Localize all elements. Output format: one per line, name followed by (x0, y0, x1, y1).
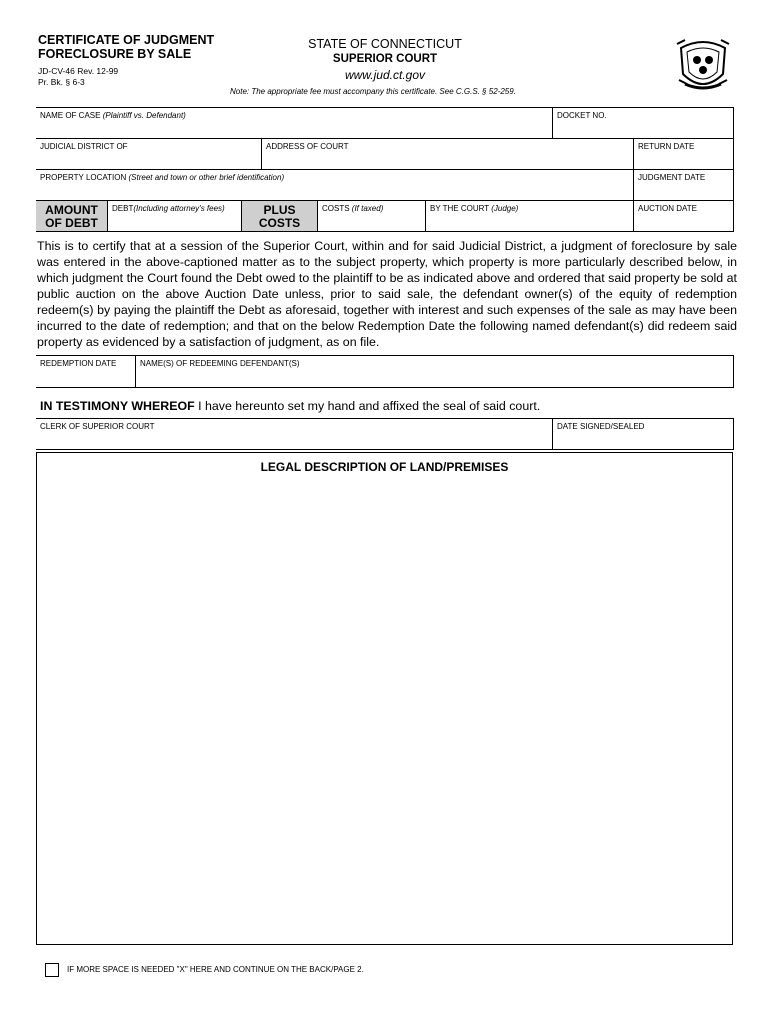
redemption-date-label: REDEMPTION DATE (40, 359, 117, 368)
name-of-case-hint: (Plaintiff vs. Defendant) (102, 111, 186, 120)
state-name: STATE OF CONNECTICUT (308, 37, 462, 51)
judgment-date-field[interactable] (634, 170, 734, 201)
amount-line-1: AMOUNT (45, 203, 98, 217)
clerk-grid (36, 418, 734, 431)
address-of-court-label: ADDRESS OF COURT (266, 142, 349, 151)
state-seal-icon (673, 34, 733, 94)
address-of-court-field[interactable] (262, 139, 634, 170)
redemption-date-field[interactable] (36, 356, 136, 388)
costs-field[interactable] (318, 201, 426, 232)
property-location-label: PROPERTY LOCATION (40, 173, 127, 182)
more-space-label: IF MORE SPACE IS NEEDED "X" HERE AND CONTINUE ON THE BACK/PAGE 2. (67, 965, 364, 974)
docket-no-label: DOCKET NO. (557, 111, 607, 120)
auction-date-field[interactable] (634, 201, 734, 232)
by-the-court-field[interactable] (426, 201, 634, 232)
by-the-court-hint: (Judge) (491, 204, 519, 213)
title-line-1: CERTIFICATE OF JUDGMENT (38, 33, 215, 47)
judgment-date-label: JUDGMENT DATE (638, 173, 706, 182)
legal-description-title: LEGAL DESCRIPTION OF LAND/PREMISES (260, 460, 509, 474)
judicial-district-label: JUDICIAL DISTRICT OF (40, 142, 128, 151)
plus-costs-heading (242, 201, 318, 232)
date-signed-field[interactable] (553, 419, 734, 450)
auction-date-label: AUCTION DATE (638, 204, 697, 213)
form-grid (36, 107, 734, 230)
property-location-hint: (Street and town or other brief identification) (128, 173, 285, 182)
testimony-statement (40, 399, 540, 413)
title-line-2: FORECLOSURE BY SALE (38, 47, 192, 61)
return-date-field[interactable] (634, 139, 734, 170)
costs-label: COSTS (322, 204, 350, 213)
more-space-checkbox[interactable] (45, 963, 59, 977)
legal-description-box[interactable] (36, 452, 733, 945)
by-the-court-label: BY THE COURT (430, 204, 489, 213)
amount-of-debt-heading (36, 201, 108, 232)
plus-line-1: PLUS (263, 203, 296, 217)
judicial-district-field[interactable] (36, 139, 262, 170)
court-name: SUPERIOR COURT (332, 53, 438, 65)
practice-book: Pr. Bk. § 6-3 (38, 77, 85, 87)
form-title (38, 33, 214, 61)
return-date-label: RETURN DATE (638, 142, 695, 151)
name-of-case-label: NAME OF CASE (40, 111, 101, 120)
testimony-bold: IN TESTIMONY WHEREOF (40, 399, 195, 413)
docket-no-field[interactable] (553, 108, 734, 139)
amount-line-2: OF DEBT (45, 216, 98, 230)
debt-hint: (Including attorney's fees) (133, 204, 225, 213)
certification-paragraph: This is to certify that at a session of the Superior Court, within and for said Judicial District, a judgment of foreclosure by sale was entered in the above-captioned matter as to the subject property, which property is more particularly described below, in which judgment the Court found the Debt owed to the plaintiff to be as indicated above and ordered that said property be sold at public auction on the above Auction Date unless, prior to said sale, the defendant owner(s) of the equity of redemption redeem(s) by paying the plaintiff the Debt as aforesaid, together with interest and such expenses of the sale as may have been incurred to the date of redemption; and that on the below Redemption Date the following named defendant(s) did redeem said property as evidenced by a satisfaction of judgment, as on file. (37, 239, 737, 349)
debt-label: DEBT (112, 204, 134, 213)
debt-field[interactable] (108, 201, 242, 232)
property-location-field[interactable] (36, 170, 634, 201)
name-of-case-field[interactable] (36, 108, 553, 139)
plus-line-2: COSTS (258, 216, 301, 230)
redemption-grid (36, 355, 734, 368)
fee-note: Note: The appropriate fee must accompany this certificate. See C.G.S. § 52-259. (230, 87, 516, 96)
clerk-field[interactable] (36, 419, 553, 450)
redeeming-defendants-field[interactable] (136, 356, 734, 388)
redeeming-defendants-label: NAME(S) OF REDEEMING DEFENDANT(S) (140, 359, 300, 368)
costs-hint: (If taxed) (351, 204, 384, 213)
date-signed-label: DATE SIGNED/SEALED (557, 422, 645, 431)
form-number (38, 66, 118, 88)
testimony-rest: I have hereunto set my hand and affixed the seal of said court. (194, 399, 541, 413)
form-no: JD-CV-46 Rev. 12-99 (38, 66, 119, 76)
clerk-label: CLERK OF SUPERIOR COURT (40, 422, 155, 431)
court-website: www.jud.ct.gov (344, 68, 426, 82)
